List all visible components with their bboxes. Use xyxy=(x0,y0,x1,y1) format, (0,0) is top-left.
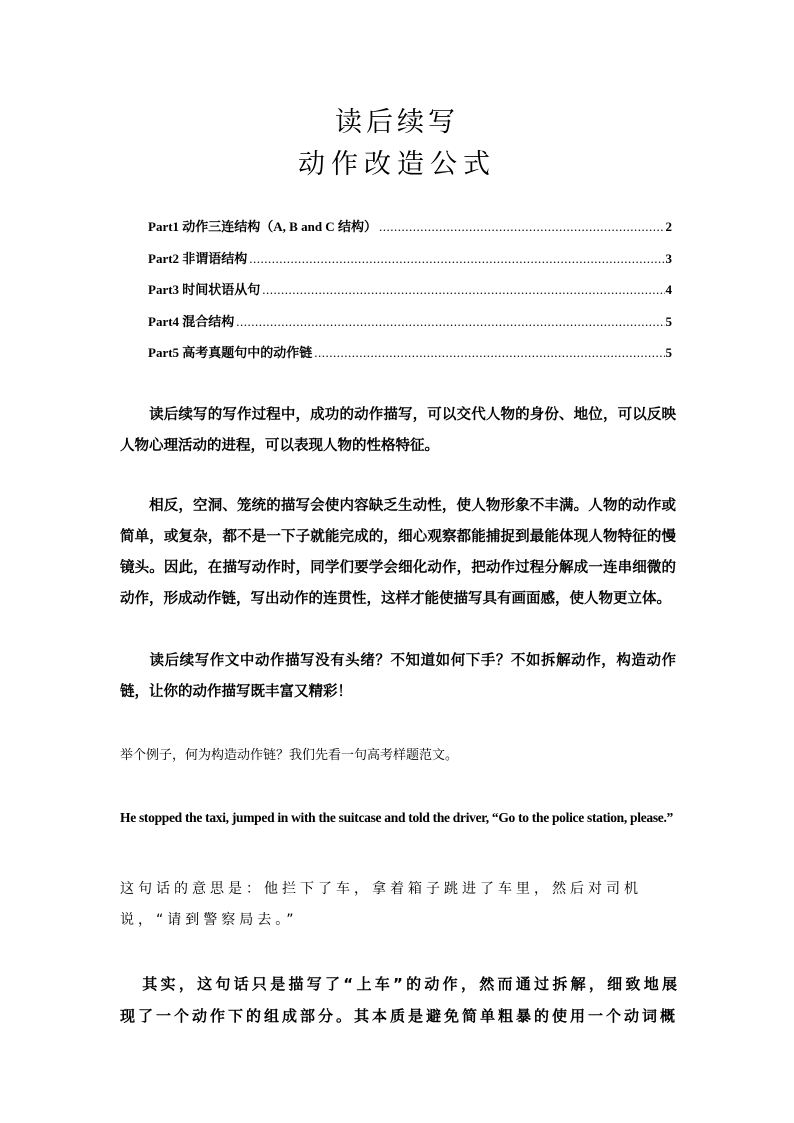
toc-entry[interactable] xyxy=(148,216,672,248)
toc-leader-dots xyxy=(379,219,665,235)
toc-entry-page: 4 xyxy=(665,282,672,297)
analysis-paragraph-text: 其实，这句话只是描写了“上车”的动作，然而通过拆解，细致地展现了一个动作下的组成部分。其本质是避免简单粗暴的使用一个动词概 xyxy=(120,975,680,1025)
contrast-paragraph xyxy=(120,490,676,614)
intro-paragraph xyxy=(120,399,676,461)
toc-entry-label: Part4 混合结构 xyxy=(148,313,235,329)
advice-paragraph-text: 读后续写作文中动作描写没有头绪？不知道如何下手？不如拆解动作，构造动作链，让你的动作描写既丰富又精彩！ xyxy=(120,652,676,700)
toc-entry[interactable] xyxy=(148,279,672,311)
toc-entry-label: Part1 动作三连结构（A, B and C 结构） xyxy=(148,219,377,234)
toc-entry-page: 5 xyxy=(665,313,672,329)
toc-entry[interactable] xyxy=(148,311,672,343)
toc-entry-label: Part2 非谓语结构 xyxy=(148,250,248,266)
example-intro: 举个例子，何为构造动作链？我们先看一句高考样题范文。 xyxy=(120,748,459,763)
example-sentence-english: He stopped the taxi, jumped in with the suitcase and told the driver, “Go to the police station, please.” xyxy=(120,810,674,825)
toc-entry[interactable] xyxy=(148,342,672,374)
contrast-paragraph-text: 相反，空洞、笼统的描写会使内容缺乏生动性，使人物形象不丰满。人物的动作或简单，或复杂，都不是一下子就能完成的，细心观察都能捕捉到最能体现人物特征的慢镜头。因此，在描写动作时，同学们要学会细化动作，把动作过程分解成一连串细微的动作，形成动作链，写出动作的连贯性，这样才能使描写具有画面感，使人物更立体。 xyxy=(120,497,676,607)
toc-leader-dots xyxy=(249,251,664,267)
analysis-paragraph xyxy=(120,968,680,1032)
toc-entry-page: 2 xyxy=(665,219,672,234)
toc-leader-dots xyxy=(314,345,664,361)
toc-entry[interactable] xyxy=(148,248,672,280)
toc-entry-label: Part5 高考真题句中的动作链 xyxy=(148,345,313,360)
example-sentence-translation: 这句话的意思是：他拦下了车，拿着箱子跳进了车里，然后对司机说，“请到警察局去。” xyxy=(120,881,642,928)
intro-paragraph-text: 读后续写的写作过程中，成功的动作描写，可以交代人物的身份、地位，可以反映人物心理活动的进程，可以表现人物的性格特征。 xyxy=(120,406,676,454)
toc-leader-dots xyxy=(236,314,664,330)
toc-entry-page: 3 xyxy=(665,250,672,266)
advice-paragraph xyxy=(120,645,676,707)
document-title: 读后续写 xyxy=(335,107,459,138)
toc-leader-dots xyxy=(262,282,664,298)
toc-entry-label: Part3 时间状语从句 xyxy=(148,282,261,297)
toc-entry-page: 5 xyxy=(665,345,672,360)
document-subtitle: 动作改造公式 xyxy=(298,149,496,180)
table-of-contents xyxy=(148,216,672,374)
